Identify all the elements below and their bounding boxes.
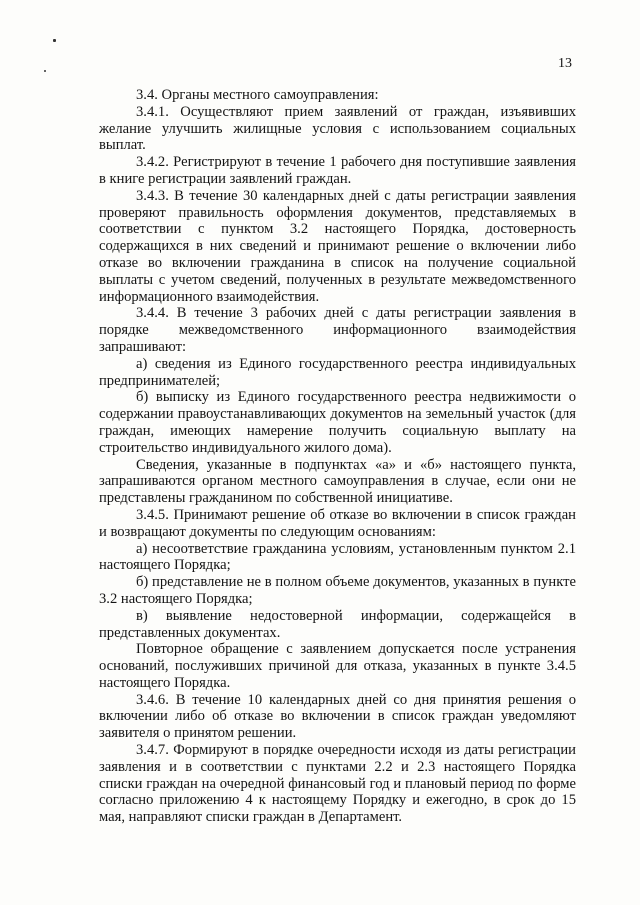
paragraph-3-4-7: 3.4.7. Формируют в порядке очередности исходя из даты регистрации заявления и в соответствии с пунктами 2.2 и 2.3 настоящего Порядка списки граждан на очередной финансовый год и плановый период по форме согласно приложению 4 к настоящему Порядку и ежегодно, в срок до 15 мая, направляют списки граждан в Департамент. — [99, 742, 576, 826]
paragraph-3-4-4-a: а) сведения из Единого государственного реестра индивидуальных предпринимателей; — [99, 355, 576, 389]
paragraph-3-4: 3.4. Органы местного самоуправления: — [136, 87, 379, 103]
page-number: 13 — [558, 56, 572, 71]
document-body — [99, 87, 576, 826]
paragraph-3-4-4-note: Сведения, указанные в подпунктах «а» и «б» настоящего пункта, запрашиваются органом местного самоуправления в случае, если они не представлены гражданином по собственной инициативе. — [99, 456, 576, 507]
paragraph-3-4-4-b: б) выписку из Единого государственного реестра недвижимости о содержании правоустанавливающих документов на земельный участок (для граждан, имеющих намерение получить социальную выплату на строительство индивидуального жилого дома). — [99, 389, 576, 456]
paragraph-3-4-4: 3.4.4. В течение 3 рабочих дней с даты регистрации заявления в порядке межведомственного информационного взаимодействия запрашивают: — [99, 305, 576, 355]
paragraph-3-4-1: 3.4.1. Осуществляют прием заявлений от граждан, изъявивших желание улучшить жилищные условия с использованием социальных выплат. — [99, 103, 576, 154]
paragraph-3-4-3: 3.4.3. В течение 30 календарных дней с даты регистрации заявления проверяют правильность оформления документов, представляемых в соответствии с пунктом 3.2 настоящего Порядка, достоверность содержащихся в них сведений и принимают решение о включении либо отказе во включении гражданина в список на получение социальной выплаты с учетом сведений, полученных в результате межведомственного информационного взаимодействия. — [99, 187, 576, 305]
paragraph-3-4-5-b: б) представление не в полном объеме документов, указанных в пункте 3.2 настоящего Порядка; — [99, 574, 576, 607]
paragraph-3-4-6: 3.4.6. В течение 10 календарных дней со дня принятия решения о включении либо об отказе во включении в список граждан уведомляют заявителя о принятом решении. — [99, 691, 576, 742]
paragraph-3-4-2: 3.4.2. Регистрируют в течение 1 рабочего дня поступившие заявления в книге регистрации заявлений граждан. — [99, 154, 576, 187]
paragraph-3-4-5-note: Повторное обращение с заявлением допускается после устранения оснований, послуживших причиной для отказа, указанных в пункте 3.4.5 настоящего Порядка. — [99, 641, 576, 691]
paragraph-3-4-5-v: в) выявление недостоверной информации, содержащейся в представленных документах. — [99, 607, 576, 641]
scan-dot — [53, 39, 56, 42]
scan-dot — [44, 70, 46, 72]
paragraph-3-4-5: 3.4.5. Принимают решение об отказе во включении в список граждан и возвращают документы по следующим основаниям: — [99, 506, 576, 540]
paragraph-3-4-5-a: а) несоответствие гражданина условиям, установленным пунктом 2.1 настоящего Порядка; — [99, 540, 576, 574]
